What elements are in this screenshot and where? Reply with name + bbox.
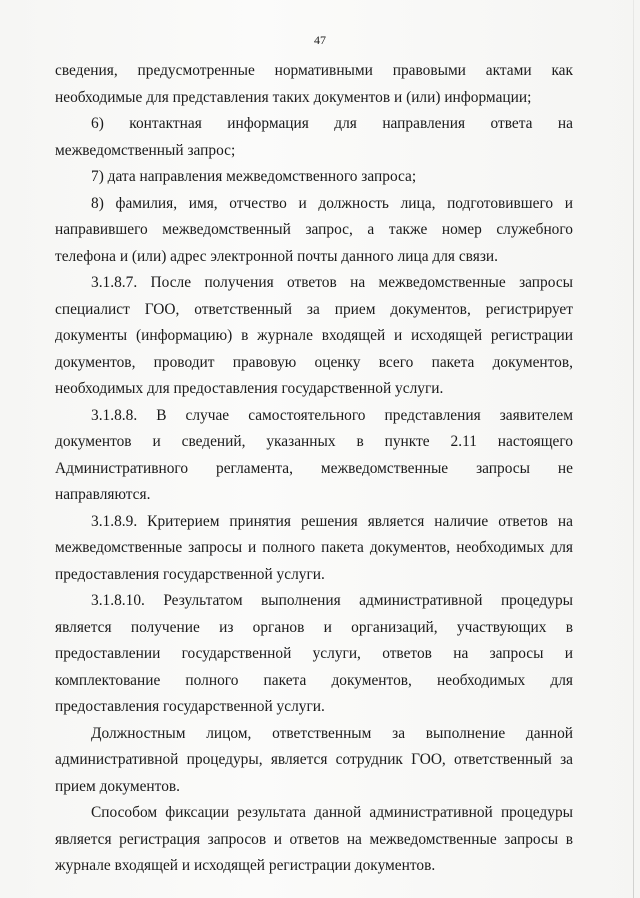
paragraph-item-6: 6) контактная информация для направления ответа на межведомственный запрос; (55, 115, 573, 159)
page-number: 47 (314, 33, 326, 47)
paragraph-continuation: сведения, предусмотренные нормативными правовыми актами как необходимые для представления таких документов и (или) информации; (55, 62, 573, 106)
paragraph-responsible-person: Должностным лицом, ответственным за выполнение данной административной процедуры, является сотрудник ГОО, ответственный за прием документов. (55, 724, 573, 795)
paragraph-item-7: 7) дата направления межведомственного запроса; (91, 168, 417, 185)
paragraph-3-1-8-8: 3.1.8.8. В случае самостоятельного представления заявителем документов и сведений, указанных в пункте 2.11 настоящего Административного регламента, межведомственные запросы не направляются. (55, 406, 573, 503)
paragraph-item-8: 8) фамилия, имя, отчество и должность лица, подготовившего и направившего межведомственный запрос, а также номер служебного телефона и (или) адрес электронной почты данного лица для связи. (55, 194, 573, 265)
paragraph-3-1-8-9: 3.1.8.9. Критерием принятия решения является наличие ответов на межведомственные запросы и полного пакета документов, необходимых для предоставления государственной услуги. (55, 512, 573, 583)
paragraph-fixation-method: Способом фиксации результата данной административной процедуры является регистрация запросов и ответов на межведомственные запросы в журнале входящей и исходящей регистрации документов. (55, 804, 573, 874)
paragraph-3-1-8-7: 3.1.8.7. После получения ответов на межведомственные запросы специалист ГОО, ответственный за прием документов, регистрирует документы (информацию) в журнале входящей и исходящей регистрации документов, проводит правовую оценку всего пакета документов, необходимых для предоставления государственной услуги. (55, 274, 573, 397)
document-body (55, 58, 573, 880)
page-edge-shadow (633, 0, 634, 898)
paragraph-3-1-8-10: 3.1.8.10. Результатом выполнения административной процедуры является получение из органов и организаций, участвующих в предоставлении государственной услуги, ответов на запросы и комплектование полного пакета документов, необходимых для предоставления государственной услуги. (55, 592, 573, 715)
